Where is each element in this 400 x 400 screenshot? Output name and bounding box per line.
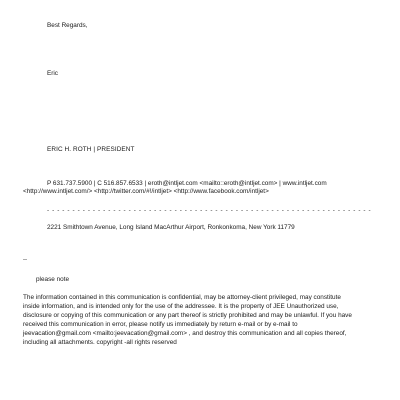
note-label: please note [36,276,70,283]
signature-separator: - - - - - - - - - - - - - - - - - - - - - - - - - - - - - - - - - - - - - - - - - - - - - - - - - - - - - - - - - - - - - - - - [47,207,372,214]
signature-address: 2221 Smithtown Avenue, Long Island MacArthur Airport, Ronkonkoma, New York 11779 [47,224,295,231]
disclaimer-line: including all attachments. copyright -all rights reserved [23,339,177,347]
disclaimer-line: received this communication in error, please notify us immediately by return e-mail or by e-mail to [23,321,298,329]
signature-name-title: ERIC H. ROTH | PRESIDENT [47,146,135,153]
contact-line-1: P 631.737.5900 | C 516.857.6533 | eroth@intljet.com <mailto::eroth@intljet.com> | www.intljet.com [47,180,327,187]
disclaimer-line: disclosure or copying of this communication or any part thereof is strictly prohibited and may be unlawful. If you have [23,312,352,320]
disclaimer-line: inside information, and is intended only for the use of the addressee. It is the property of JEE Unauthorized use, [23,303,339,311]
confidentiality-disclaimer [23,293,383,348]
signature-contact [23,180,383,197]
closing-text: Best Regards, [47,22,88,29]
signature-dash-mark: -- [23,257,27,263]
disclaimer-line: jeevacation@gmail.com <mailto:jeevacation@gmail.com> , and destroy this communication and all copies thereof, [23,330,347,338]
contact-line-2: <http://www.intljet.com/> <http://twitter.com/#!/intljet> <http://www.facebook.com/intljet> [23,188,269,196]
disclaimer-line: The information contained in this communication is confidential, may be attorney-client privileged, may constitute [23,294,341,301]
sender-name: Eric [47,70,59,77]
